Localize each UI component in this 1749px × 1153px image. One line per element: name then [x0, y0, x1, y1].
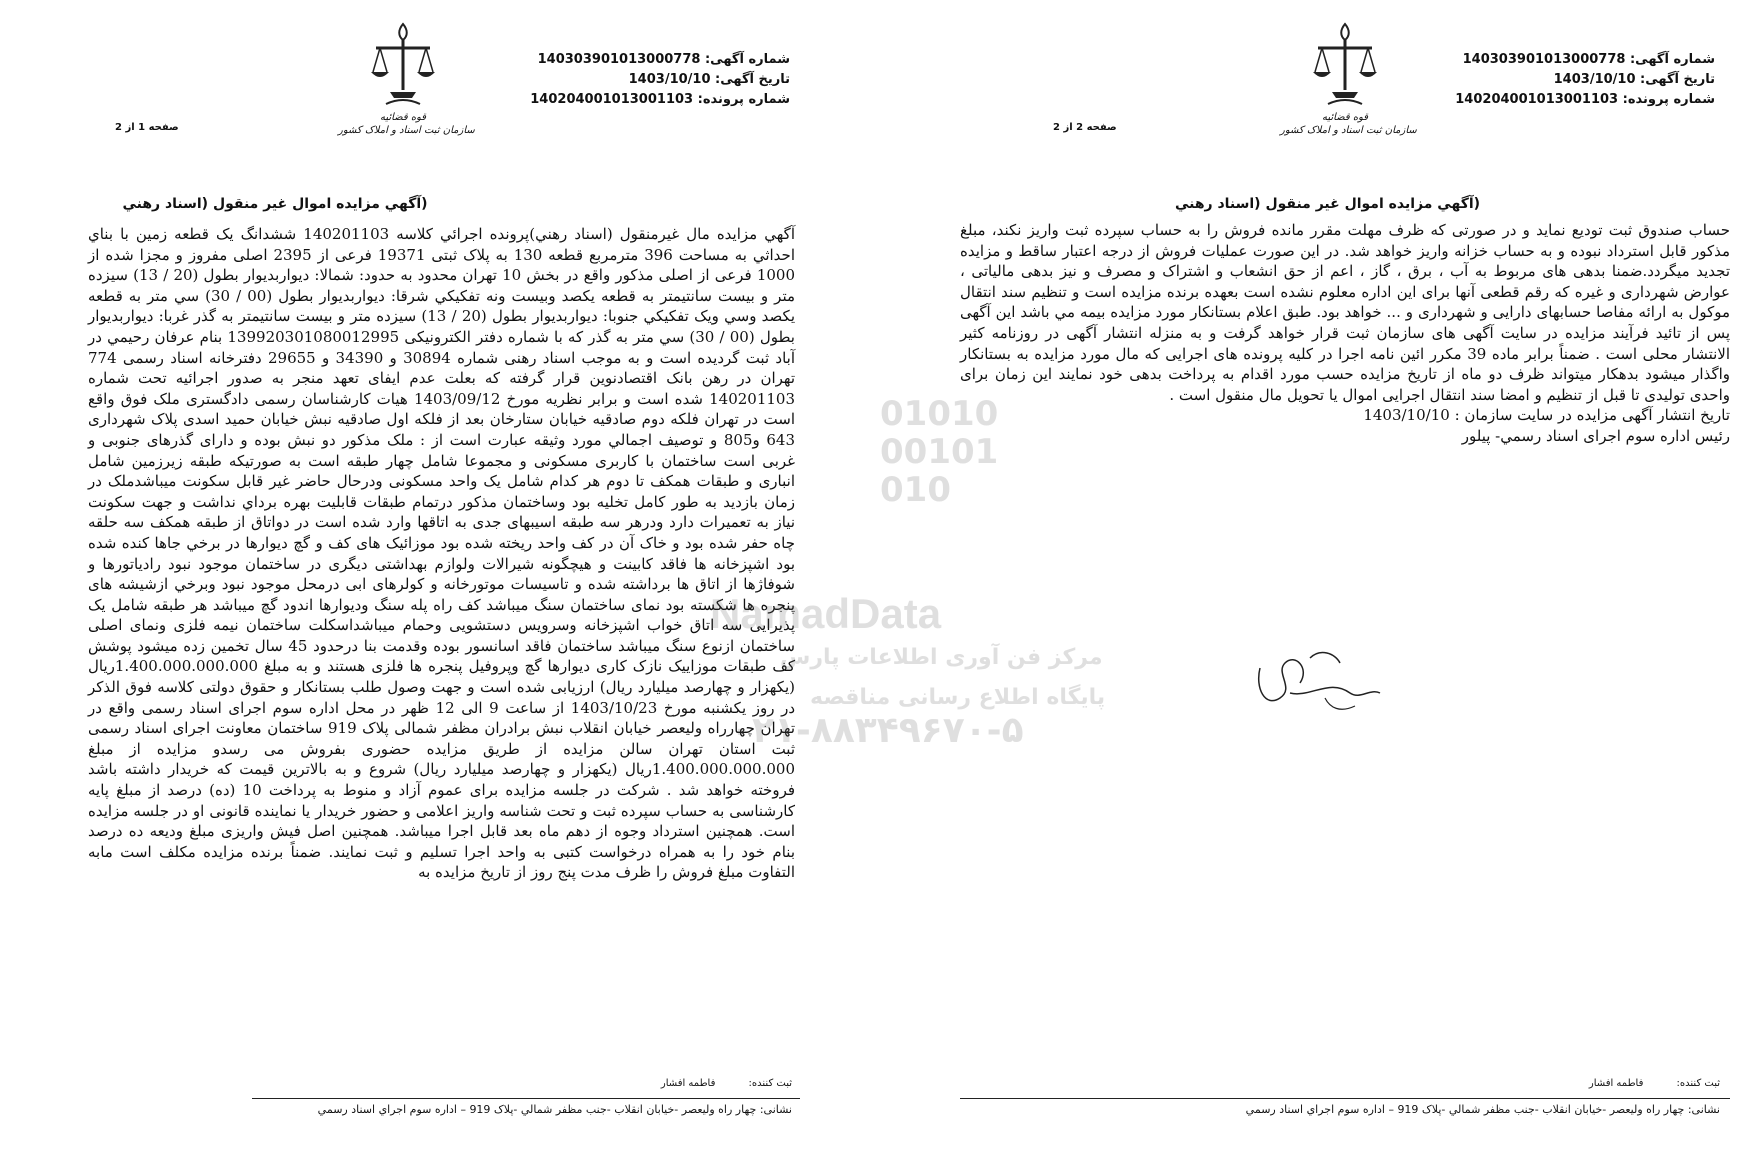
file-number: شماره پرونده: 140204001013001103 — [1455, 92, 1715, 107]
ad-number: شماره آگهی: 140303901013000778 — [537, 52, 790, 67]
page-number: صفحه 1 از 2 — [115, 122, 179, 133]
office-address: نشانی: چهار راه وليعصر -خيابان انقلاب -جنب مظفر شمالي -پلاک 919 – اداره سوم اجراي اسناد رسمي — [1245, 1103, 1720, 1116]
watermark-digits: 0101000101010 — [880, 394, 999, 510]
organization-name: سازمان ثبت اسناد و املاک کشور — [338, 125, 475, 136]
ad-date: تاریخ آگهی: 1403/10/10 — [1553, 72, 1715, 87]
watermark-brand: NamadData — [710, 590, 942, 637]
ad-title: (آگهي مزايده اموال غير منقول (اسناد رهني — [122, 196, 428, 212]
office-address: نشانی: چهار راه وليعصر -خيابان انقلاب -جنب مظفر شمالي -پلاک 919 – اداره سوم اجراي اسناد رسمي — [317, 1103, 792, 1116]
scales-of-justice-icon — [1310, 20, 1380, 110]
judiciary-emblem — [338, 20, 475, 136]
handwritten-signature — [1240, 638, 1390, 723]
ad-body: آگهي مزايده مال غيرمنقول (اسناد رهني)پرونده اجرائي كلاسه 140201103 ششدانگ يک قطعه زمين با بناي احداثي به مساحت 396 مترمربع قطعه 130 به پلاک ثبتی 19371 فرعی از 2395 اصلی مفروز و مجزا شده از 1000 فرعی از اصلی مذکور واقع در بخش 10 تهران محدود به حدود: شمالا: ديواربديوار بطول (20 / 13) سيزده متر و بيست سانتيمتر به قطعه يکصد وبيست ونه تفکيکي شرقا: ديواربديوار بطول (00 / 30) سي متر به قطعه يکصد وسي ويک تفکيکي جنوبا: ديواربديوار بطول (20 / 13) سيزده متر و بيست سانتيمتر به گذر غربا: ديواربديوار بطول (00 / 30) سي متر به گذر كه با شماره دفتر الكترونيكی 13992030108001299​5 بنام عرفان رحيمي در آباد ثبت گرديده است و به موجب اسناد رهنی شماره 30894 و 34390 و 29655 دفترخانه اسناد رسمی 774 تهران در رهن بانک اقتصادنوين قرار گرفته كه بعلت عدم ايفای تعهد منجر به صدور اجرائيه تحت شماره 140201103 شده است و برابر نظريه مورخ 1403/09/12 هيات كارشناسان رسمی دادگستری ملک فوق واقع است در تهران فلکه دوم صادقيه خيابان ستارخان بعد از فلکه اول صادقيه نبش خيابان حميد اسدی پلاک شهرداری 643 و805 و توصيف اجمالي مورد وثيقه عبارت است از : ملک مذکور دو نبش بوده و دارای گذرهای جنوبی و غربی است ساختمان با کاربری مسکونی و مجموعا شامل چهار طبقه است به صورتيکه طبقه زيرزمين شامل انباری و طبقات همکف تا دوم هر کدام شامل يک واحد مسکونی ودرحال حاضر غير قابل سکونت ميباشدملک در زمان بازديد به طور کامل تخليه بود وساختمان مذكور درتمام طبقات قابليت بهره برداي نداشت و جهت سکونت نياز به تعميرات دارد ودرهر سه طبقه اسيبهای جدی به اتاقها وارد شده است در دواتاق از طبقه همکف سه حلقه چاه حفر شده بود و خاک آن در کف واحد ريخته شده بود موزائيک های کف و گچ ديوارها در برخي جاها کنده شده بود اشپزخانه ها فاقد کابينت و هيچگونه شيرالات ولوازم بهداشتی ديگری در ساختمان موجود نبود رادياتورها و شوفاژها از اتاق ها برداشته شده و تاسيسات موتورخانه و کولرهای ابی درمحل موجود نبود وبرخي ازشيشه های پنجره ها شکسته بود نمای ساختمان سنگ ميباشد کف راه پله سنگ وديوارها اندود گچ ميباشد هر طبقه شامل يک پذيرايی سه اتاق خواب اشپزخانه وسرويس دستشويی وحمام ميباشداسکلت ساختمان نيمه فلزی ونمای اصلی ساختمان ازنوع سنگ ميباشد ساختمان فاقد اسانسور بوده وقدمت بنا درحدود 45 سال تخمين زده ميشود پوشش کف طبقات موزاييک نازک کاری ديوارها گچ وپروفيل پنجره ها فلزی هستند و به مبلغ 1.400.000.000.000ريال (يکهزار و چهارصد ميليارد ريال) ارزيابی شده است و جهت وصول طلب بستانكار و حقوق دولتی كلاسه فوق الذكر در روز يكشنبه مورخ 1403/10/23 از ساعت 9 الی 12 ظهر در محل اداره سوم اجرای اسناد رسمی واقع در تهران چهارراه وليعصر خيابان انقلاب نبش برادران مظفر شمالی پلاک 919 ساختمان معاونت اجرای اسناد رسمی ثبت استان تهران سالن مزايده از طريق مزايده حضوری بفروش می رسدو مزايده از مبلغ 1.400.000.000.000ريال (يكهزار و چهارصد ميليارد ريال) شروع و به بالاترين قيمت كه خريدار داشته باشد فروخته خواهد شد . شركت در جلسه مزايده برای عموم آزاد و منوط به پرداخت 10 (ده) درصد از مبلغ پايه كارشناسی به حساب سپرده ثبت و تحت شناسه واريز اعلامی و حضور خريدار يا نماينده قانونی او در جلسه مزايده است. همچنين استرداد وجوه از دهم ماه بعد قابل اجرا ميباشد. همچنين اصل فيش واريزی مبلغ وديعه ده درصد بنام خود را به همراه درخواست كتبی به واحد اجرا تسليم و ثبت نمايند. ضمناً برنده مزايده مكلف است مابه التفاوت مبلغ فروش را ظرف مدت پنج روز از تاريخ مزايده به — [88, 225, 796, 882]
registrar-name: فاطمه افشار — [660, 1078, 716, 1089]
registrar — [661, 1078, 792, 1089]
ad-meta — [1455, 50, 1715, 110]
ad-meta — [530, 50, 790, 110]
ad-title: (آگهي مزايده اموال غير منقول (اسناد رهني — [1174, 196, 1481, 212]
file-number: شماره پرونده: 140204001013001103 — [530, 92, 790, 107]
registrar — [1589, 1078, 1720, 1089]
watermark-line-1: مرکز فن آوری اطلاعات پارس — [780, 645, 1103, 670]
judiciary-label: قوه قضائیه — [379, 112, 427, 123]
organization-name: سازمان ثبت اسناد و املاک کشور — [1280, 125, 1417, 136]
publish-line — [960, 405, 1730, 426]
ad-number: شماره آگهی: 140303901013000778 — [1462, 52, 1715, 67]
registrar-label: ثبت کننده: — [1676, 1078, 1720, 1089]
footer-divider — [252, 1098, 800, 1099]
page-2 — [960, 0, 1735, 1153]
judiciary-label: قوه قضائیه — [1321, 112, 1369, 123]
page-number: صفحه 2 از 2 — [1053, 122, 1117, 133]
page-1 — [0, 0, 800, 1153]
scales-of-justice-icon — [368, 20, 438, 110]
ad-date: تاریخ آگهی: 1403/10/10 — [628, 72, 790, 87]
watermark-line-2: پایگاه اطلاع رسانی مناقصه — [810, 685, 1106, 710]
registrar-label: ثبت کننده: — [748, 1078, 792, 1089]
judiciary-emblem — [1280, 20, 1417, 136]
registrar-name: فاطمه افشار — [1588, 1078, 1644, 1089]
watermark-phone: ۰۲۱-۸۸۳۴۹۶۷۰-۵ — [730, 710, 1024, 751]
ad-body — [960, 220, 1730, 447]
office-head: رئيس اداره سوم اجرای اسناد رسمي- پيلور — [1461, 426, 1730, 445]
footer-divider — [960, 1098, 1730, 1099]
ad-body-text: حساب صندوق ثبت توديع نمايد و در صورتی كه ظرف مهلت مقرر مانده فروش را به حساب سپرده ثبت واريز نكند، مبلغ مذكور قابل استرداد نبوده و به حساب خزانه واريز خواهد شد. در اين صورت عمليات فروش از درجه اعتبار ساقط و مزايده تجديد ميگردد.ضمنا بدهی های مربوط به آب ، برق ، گاز ، اعم از حق انشعاب و اشتراک و مصرف و نيز بدهی مالياتی ، عوارض شهرداری و غيره كه رقم قطعی آنها برای اين اداره معلوم نشده است بعهده برنده مزايده است و تنظيم سند انتقال موكول به ارائه مفاصا حسابهای دارايی و شهرداری و ... خواهد بود. طبق اعلام بستانكار مورد مزايده بيمه مي باشد اين آگهی پس از تائيد فرآيند مزايده در سايت آگهی های سازمان ثبت قرار خواهد گرفت و به منزله انتشار آگهی در روزنامه كثير الانتشار محلی است . ضمناً برابر ماده 39 مكرر ائين نامه اجرا در كليه پرونده های اجرايی كه مال مورد مزايده به بستانكار واگذار ميشود بدهكار ميتواند ظرف دو ماه از تاريخ مزايده حسب مورد اقدام به پرداخت بدهی خود نمايند اين زمان برای واحدی توليدی تا قبل از تنظيم و امضا سند انتقال اجرايی اموال يا تحويل مال منقول است . — [960, 221, 1730, 404]
publish-line-date: 1403/10/10 — [1363, 406, 1450, 425]
publish-line-label: تاريخ انتشار آگهی مزايده در سايت سازمان : — [1454, 406, 1730, 425]
